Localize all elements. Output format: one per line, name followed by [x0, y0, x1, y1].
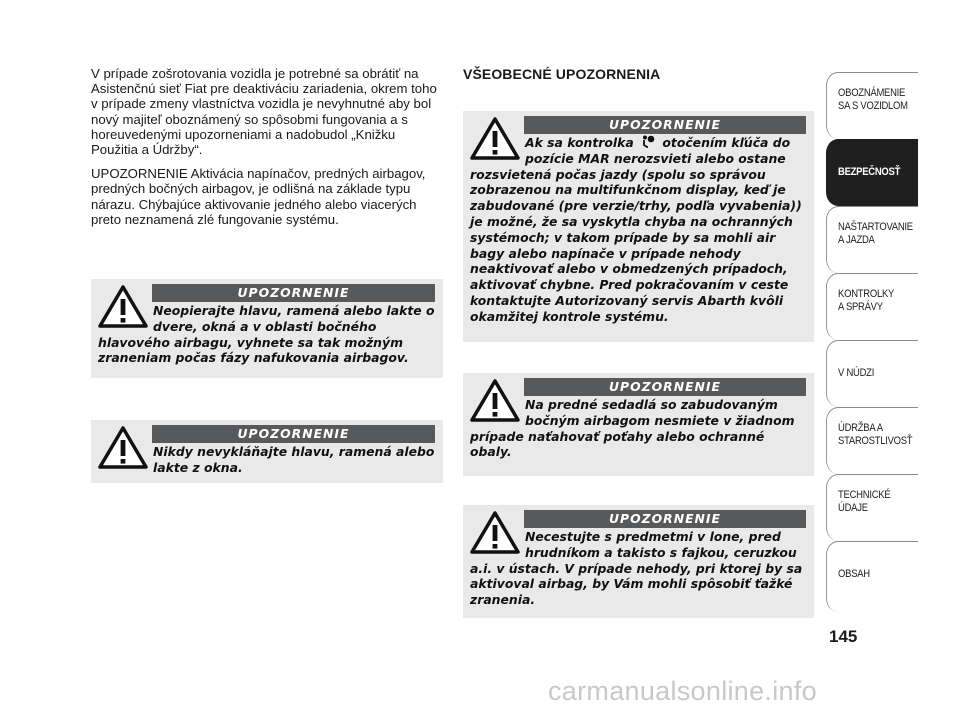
warning-triangle-icon: [469, 510, 521, 555]
tab-label: NAŠTARTOVANIE: [838, 221, 913, 233]
warning-header: UPOZORNENIE: [524, 510, 806, 528]
tab-label: A JAZDA: [838, 234, 875, 246]
warning-box-seat-covers: [463, 373, 814, 476]
watermark: carmanualsonline.info: [548, 676, 817, 706]
tab-label: BEZPEČNOSŤ: [838, 166, 901, 178]
tab-label: V NÚDZI: [838, 367, 875, 379]
warning-text: Na predné sedadlá so zabudovaným bočným airbagom nesmiete v žiadnom prípade naťahovať poťahy alebo ochranné obaly.: [470, 397, 795, 460]
tab-label: OBOZNÁMENIE: [838, 87, 906, 99]
warning-box-objects: [463, 505, 814, 618]
tab-label: ÚDRŽBA A: [838, 422, 883, 434]
tab-label: OBSAH: [838, 568, 870, 580]
tab-udrzba[interactable]: [826, 407, 918, 474]
intro-paragraph-1: V prípade zošrotovania vozidla je potrebné sa obrátiť na Asistenčnú sieť Fiat pre deaktiváciu zariadenia, okrem toho v prípade zmeny vlastníctva vozidla je nevyhnutné aby bol nový majiteľ oboznámený so spôsobmi fungovania a s horeuvedenými upozorneniami a nadobudol „Knižku Použitia a Údržby“.: [91, 66, 437, 158]
tab-label: STAROSTLIVOSŤ: [838, 435, 913, 447]
warning-header: UPOZORNENIE: [152, 284, 435, 302]
warning-box-head-lean: [91, 279, 443, 378]
warning-box-window: [91, 420, 443, 483]
warning-box-airbag-lamp: [463, 111, 814, 342]
warning-text: Nikdy nevykláňajte hlavu, ramená alebo lakte z okna.: [153, 444, 435, 475]
chapter-tabs: [826, 72, 918, 612]
intro-paragraph-2: UPOZORNENIE Aktivácia napínačov, predných airbagov, predných bočných airbagov, je odlišná na základe typu nárazu. Chýbajúce aktivovanie jedného alebo viacerých preto neznamená zlé fungovanie systému.: [91, 166, 426, 227]
tab-technicke-udaje[interactable]: [826, 474, 918, 541]
warning-triangle-icon: [97, 425, 149, 470]
tab-label: ÚDAJE: [838, 502, 868, 514]
tab-label: TECHNICKÉ: [838, 489, 891, 501]
page-number: 145: [829, 627, 858, 646]
tab-nastartovanie[interactable]: [826, 206, 918, 273]
warning-header: UPOZORNENIE: [524, 378, 806, 396]
warning-header: UPOZORNENIE: [524, 116, 806, 134]
warning-text: otočením kľúča do pozície MAR nerozsvieti alebo ostane rozsvietená počas jazdy (spolu so správou zobrazenou na multifunkčnom display, keď je zabudované (pre verzie/trhy, podľa vyvabenia)) je možné, že sa vyskytla chyba na ochranných systémoch; v takom prípade by sa mohli air bagy alebo napínače v prípade nehody neaktivovať alebo v obmedzených prípadoch, aktivovať chybne. Pred pokračovaním v ceste kontaktujte Autorizovaný servis Abarth kvôli okamžitej kontrole systému.: [470, 135, 802, 324]
warning-text-start: Ak sa kontrolka: [525, 135, 634, 150]
tab-obsah[interactable]: [826, 541, 918, 612]
warning-triangle-icon: [469, 378, 521, 423]
warning-text: Necestujte s predmetmi v lone, pred hrudníkom a takisto s fajkou, ceruzkou a.i. v ústach. V prípade nehody, pri ktorej by sa aktivoval airbag, by Vám mohli spôsobiť ťažké zranenia.: [470, 529, 803, 608]
tab-v-nudzi[interactable]: [826, 340, 918, 407]
warning-triangle-icon: [469, 116, 521, 161]
warning-header: UPOZORNENIE: [152, 425, 435, 443]
tab-kontrolky[interactable]: [826, 273, 918, 340]
tab-bezpecnost[interactable]: [826, 139, 918, 206]
tab-label: SA S VOZIDLOM: [838, 100, 908, 112]
tab-oboznamenie[interactable]: [826, 72, 918, 139]
tab-label: KONTROLKY: [838, 288, 895, 300]
warning-text: Neopierajte hlavu, ramená alebo lakte o dvere, okná a v oblasti bočného hlavového airbagu, vyhnete sa tak možným zraneniam počas fázy nafukovania airbagov.: [98, 303, 435, 366]
intro-text: [91, 66, 443, 236]
warning-triangle-icon: [97, 284, 149, 329]
section-heading: VŠEOBECNÉ UPOZORNENIA: [463, 66, 661, 82]
tab-label: A SPRÁVY: [838, 301, 883, 313]
airbag-warning-lamp-icon: [641, 135, 655, 149]
